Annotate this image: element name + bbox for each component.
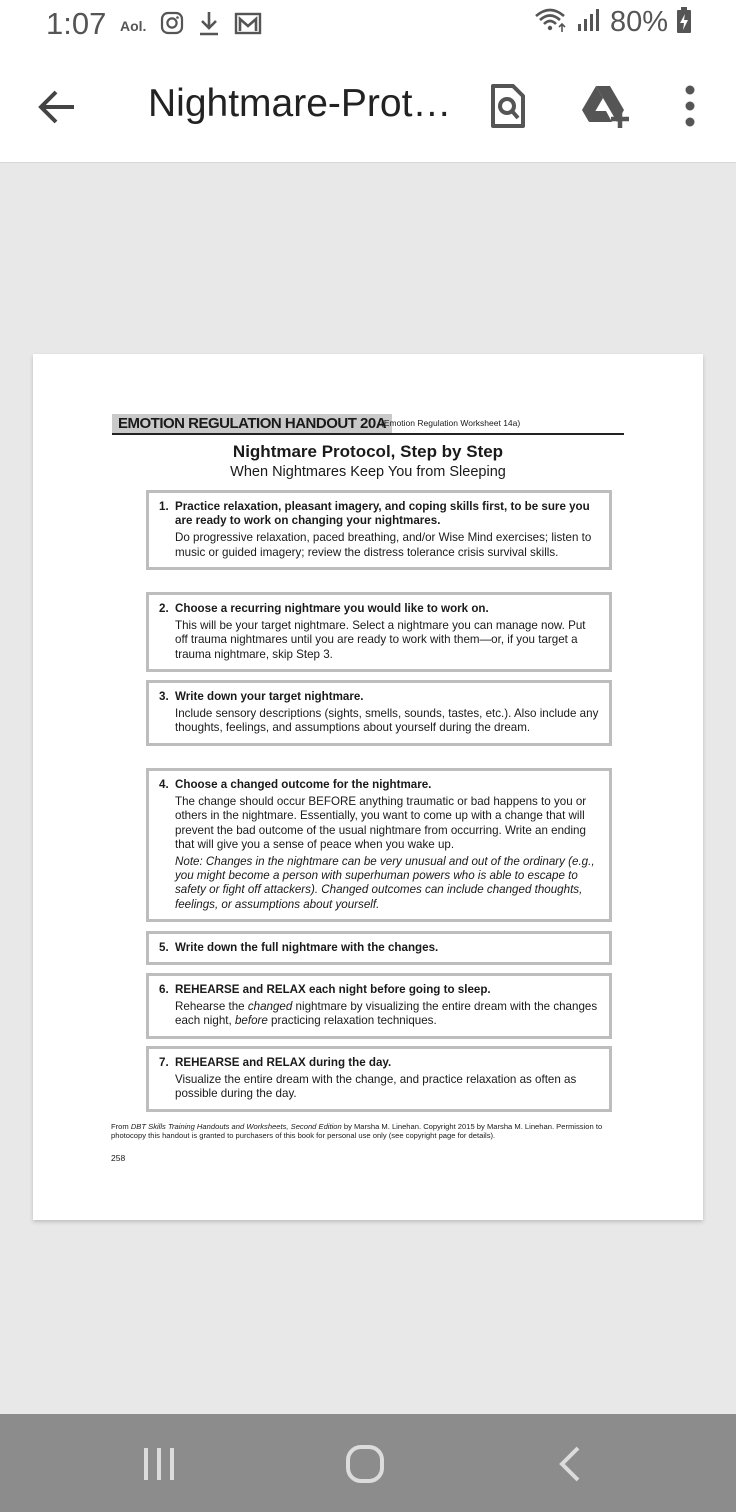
step-body: This will be your target nightmare. Select a nightmare you can manage now. Put off trauma nightmares until you are ready to work with them—or, if you target a trauma nightmare, skip Step 3. [175, 619, 586, 661]
copyright-footer [111, 1122, 631, 1140]
step-body: Include sensory descriptions (sights, smells, sounds, tastes, etc.). Also include any thoughts, feelings, and assumptions about yourself during the dream. [175, 707, 599, 735]
back-icon[interactable] [548, 1440, 598, 1490]
step-box-5 [146, 931, 612, 965]
step-note: Note: Changes in the nightmare can be very unusual and out of the ordinary (e.g., you might become a person with superhuman powers who is able to escape to safety or fight off attackers). Changed outcomes can include changed thoughts, feelings, or assumptions about yourself. [175, 855, 595, 911]
page-number: 258 [111, 1153, 126, 1163]
step-box-1 [146, 490, 612, 570]
body-text: practicing relaxation techniques. [267, 1014, 437, 1028]
handout-title: Nightmare Protocol, Step by Step [232, 442, 504, 461]
download-icon [198, 10, 220, 41]
step-number: 6. [159, 983, 169, 996]
back-arrow-icon[interactable] [34, 84, 80, 130]
body-emphasis: before [234, 1014, 268, 1028]
step-number: 1. [159, 500, 169, 513]
step-box-2 [146, 592, 612, 672]
step-number: 3. [159, 690, 169, 703]
handout-header [112, 414, 624, 435]
handout-label: EMOTION REGULATION HANDOUT 20A [112, 414, 392, 433]
signal-icon [576, 7, 602, 38]
step-number: 5. [159, 941, 169, 954]
step-heading: REHEARSE and RELAX each night before going to sleep. [175, 983, 491, 996]
step-heading: Practice relaxation, pleasant imagery, and coping skills first, to be sure you are ready to work on changing your nightmares. [175, 500, 590, 528]
step-body: The change should occur BEFORE anything traumatic or bad happens to you or others in the nightmare. Essentially, you want to come up with a change that will prevent the bad outcome of the usual nightmare from occurring. Write an ending that will give you a sense of peace when you wake up. [175, 795, 587, 851]
step-heading: Write down your target nightmare. [175, 690, 364, 703]
add-to-drive-icon[interactable] [578, 80, 630, 132]
home-icon[interactable] [340, 1440, 390, 1490]
body-emphasis: changed [247, 1000, 293, 1014]
more-vert-icon[interactable] [664, 80, 716, 132]
status-time: 1:07 [46, 6, 107, 41]
step-box-7 [146, 1046, 612, 1112]
step-box-4 [146, 768, 612, 922]
wifi-icon [534, 6, 568, 39]
gmail-icon [234, 11, 262, 40]
app-bar [0, 52, 736, 163]
step-body [175, 1000, 599, 1028]
battery-percent: 80% [609, 6, 668, 38]
step-heading: Write down the full nightmare with the changes. [175, 941, 439, 954]
status-bar [0, 0, 736, 52]
worksheet-reference: (Emotion Regulation Worksheet 14a) [381, 418, 521, 428]
footer-book-title: DBT Skills Training Handouts and Worksheets, Second Edition [130, 1122, 342, 1131]
document-page[interactable] [33, 354, 703, 1220]
footer-text: From [111, 1122, 131, 1131]
body-text: Rehearse the [175, 1000, 248, 1014]
step-body: Do progressive relaxation, paced breathing, and/or Wise Mind exercises; listen to music or guided imagery; review the distress tolerance crisis survival skills. [175, 531, 592, 559]
body-text: nightmare by visualizing the entire dream with the changes each night, [175, 1000, 598, 1028]
step-number: 7. [159, 1056, 169, 1069]
notification-icons [120, 10, 262, 41]
step-heading: Choose a changed outcome for the nightmare. [175, 778, 432, 791]
handout-subtitle: When Nightmares Keep You from Sleeping [230, 464, 506, 480]
footer-text: by Marsha M. Linehan. Copyright 2015 by Marsha M. Linehan. Permission to photocopy this handout is granted to purchasers of this book for personal use only (see copyright page for details). [111, 1122, 603, 1140]
step-number: 2. [159, 602, 169, 615]
step-heading: Choose a recurring nightmare you would like to work on. [175, 602, 489, 615]
search-document-icon[interactable] [482, 80, 534, 132]
step-box-3 [146, 680, 612, 746]
system-icons [534, 6, 692, 39]
navigation-bar [0, 1414, 736, 1512]
step-body: Visualize the entire dream with the change, and practice relaxation as often as possible during the day. [175, 1073, 577, 1101]
document-title: Nightmare-Prot… [148, 82, 452, 125]
step-box-6 [146, 973, 612, 1039]
recent-apps-icon[interactable] [134, 1440, 184, 1490]
aol-icon: Aol. [120, 17, 147, 34]
battery-charging-icon [676, 6, 692, 39]
step-heading: REHEARSE and RELAX during the day. [175, 1056, 392, 1069]
step-number: 4. [159, 778, 169, 791]
instagram-icon [160, 11, 184, 40]
